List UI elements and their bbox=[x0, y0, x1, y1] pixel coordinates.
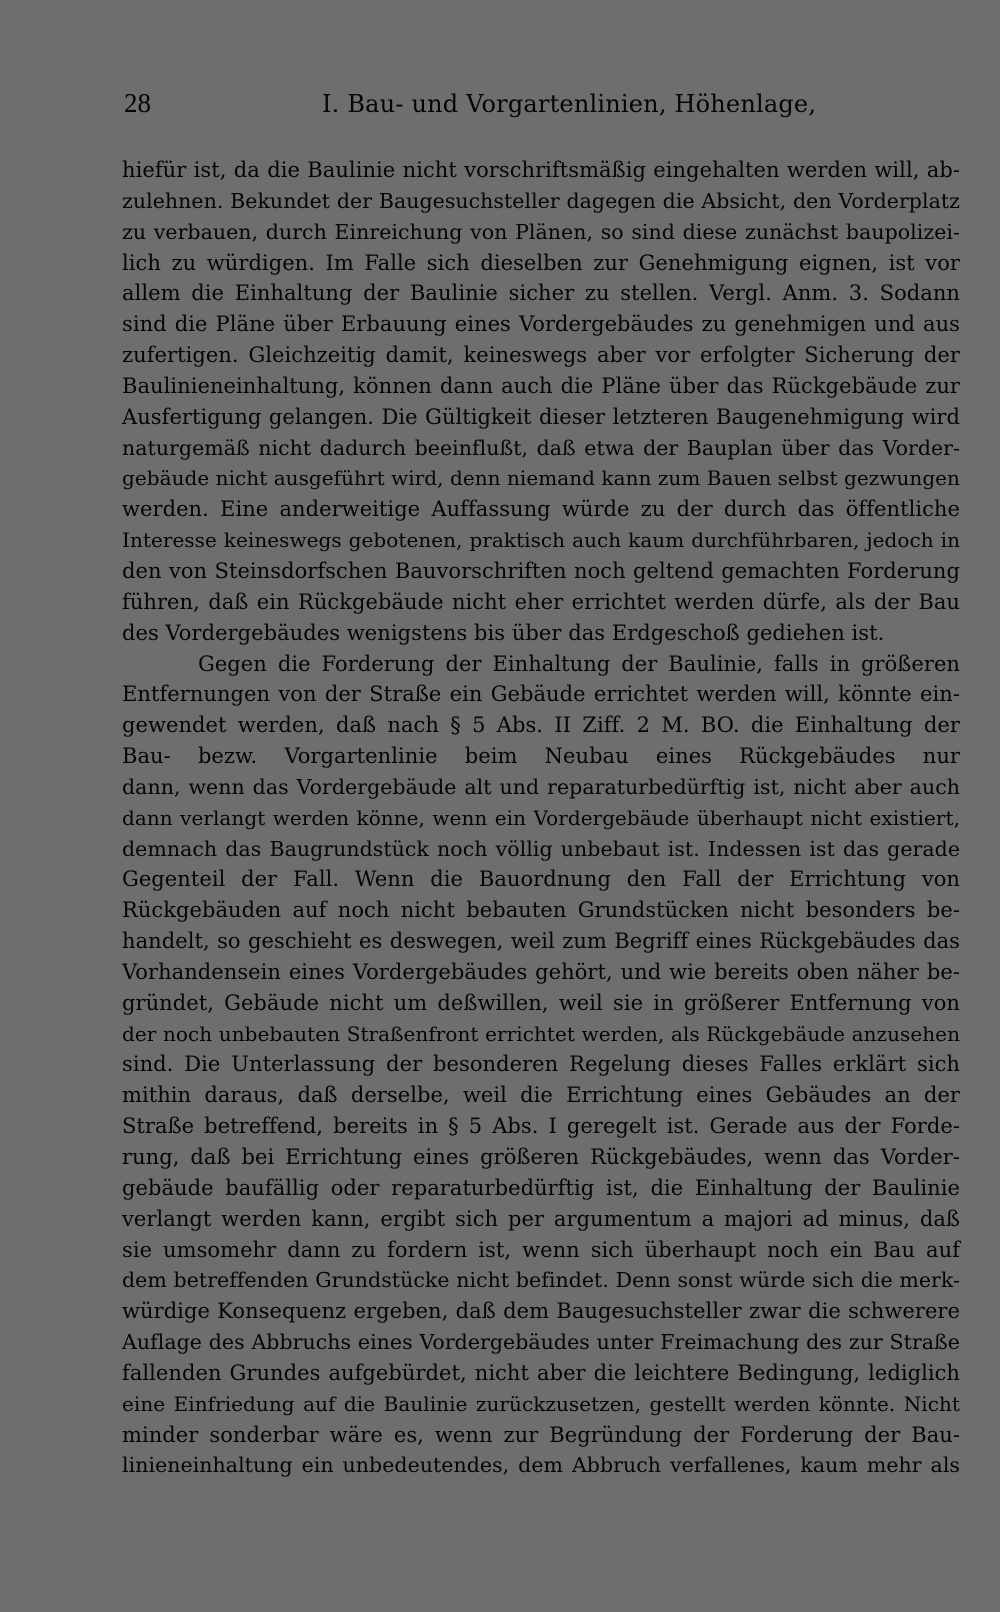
text-line: würdige Konsequenz ergeben, daß dem Baugesuchsteller zwar die schwerere bbox=[122, 1299, 960, 1324]
text-line: Straße betreffend, bereits in § 5 Abs. I geregelt ist. Gerade aus der Forde- bbox=[122, 1114, 960, 1139]
text-line: sind. Die Unterlassung der besonderen Regelung dieses Falles erklärt sich bbox=[122, 1052, 960, 1077]
text-line: minder sonderbar wäre es, wenn zur Begründung der Forderung der Bau- bbox=[122, 1422, 960, 1447]
text-line: gewendet werden, daß nach § 5 Abs. II Ziff. 2 M. BO. die Einhaltung der bbox=[122, 713, 960, 738]
text-line: mithin daraus, daß derselbe, weil die Errichtung eines Gebäudes an der bbox=[122, 1083, 960, 1108]
text-line: handelt, so geschieht es deswegen, weil zum Begriff eines Rückgebäudes das bbox=[122, 929, 960, 954]
text-line: Gegenteil der Fall. Wenn die Bauordnung den Fall der Errichtung von bbox=[122, 867, 960, 892]
text-line: dann verlangt werden könne, wenn ein Vordergebäude überhaupt nicht existiert, bbox=[122, 805, 960, 830]
page-number: 28 bbox=[124, 88, 151, 118]
text-line: linieneinhaltung ein unbedeutendes, dem Abbruch verfallenes, kaum mehr als bbox=[122, 1453, 960, 1478]
text-line: Entfernungen von der Straße ein Gebäude errichtet werden will, könnte ein- bbox=[122, 682, 960, 707]
text-line: den von Steinsdorfschen Bauvorschriften noch geltend gemachten Forderung bbox=[122, 558, 960, 583]
text-line: Auflage des Abbruchs eines Vordergebäudes unter Freimachung des zur Straße bbox=[122, 1330, 960, 1355]
text-line: dann, wenn das Vordergebäude alt und reparaturbedürftig ist, nicht aber auch bbox=[122, 774, 960, 799]
text-line: gründet, Gebäude nicht um deßwillen, weil sie in größerer Entfernung von bbox=[122, 990, 960, 1015]
text-line: Vorhandensein eines Vordergebäudes gehört, und wie bereits oben näher be- bbox=[122, 959, 960, 984]
text-line: zulehnen. Bekundet der Baugesuchsteller dagegen die Absicht, den Vorderplatz bbox=[122, 188, 960, 213]
text-line: gebäude nicht ausgeführt wird, denn niemand kann zum Bauen selbst gezwungen bbox=[122, 466, 960, 491]
text-line: zufertigen. Gleichzeitig damit, keineswegs aber vor erfolgter Sicherung der bbox=[122, 343, 960, 368]
body-text bbox=[122, 155, 960, 1481]
text-line: lich zu würdigen. Im Falle sich dieselben zur Genehmigung eignen, ist vor bbox=[122, 250, 960, 275]
text-line: Bau- bezw. Vorgartenlinie beim Neubau eines Rückgebäudes nur bbox=[122, 744, 960, 769]
text-line: dem betreffenden Grundstücke nicht befindet. Denn sonst würde sich die merk- bbox=[122, 1268, 960, 1293]
text-line: Interesse keineswegs gebotenen, praktisch auch kaum durchführbaren, jedoch in bbox=[122, 528, 960, 553]
text-line: führen, daß ein Rückgebäude nicht eher errichtet werden dürfe, als der Bau bbox=[122, 589, 960, 614]
text-line: zu verbauen, durch Einreichung von Plänen, so sind diese zunächst baupolizei- bbox=[122, 219, 960, 244]
text-line: demnach das Baugrundstück noch völlig unbebaut ist. Indessen ist das gerade bbox=[122, 836, 960, 861]
text-line: des Vordergebäudes wenigstens bis über das Erdgeschoß gediehen ist. bbox=[122, 620, 885, 645]
text-line: hiefür ist, da die Baulinie nicht vorschriftsmäßig eingehalten werden will, ab- bbox=[122, 158, 960, 182]
running-title: I. Bau- und Vorgartenlinien, Höhenlage, bbox=[322, 90, 817, 118]
text-line: Ausfertigung gelangen. Die Gültigkeit dieser letzteren Baugenehmigung wird bbox=[122, 404, 960, 429]
text-line: sie umsomehr dann zu fordern ist, wenn sich überhaupt noch ein Bau auf bbox=[122, 1237, 960, 1262]
text-line: gebäude baufällig oder reparaturbedürftig ist, die Einhaltung der Baulinie bbox=[122, 1175, 960, 1200]
text-line: eine Einfriedung auf die Baulinie zurückzusetzen, gestellt werden könnte. Nicht bbox=[122, 1391, 960, 1416]
text-line: Rückgebäuden auf noch nicht bebauten Grundstücken nicht besonders be- bbox=[122, 898, 960, 923]
text-line: sind die Pläne über Erbauung eines Vordergebäudes zu genehmigen und aus bbox=[122, 312, 960, 337]
text-line: Baulinieneinhaltung, können dann auch die Pläne über das Rückgebäude zur bbox=[122, 373, 960, 398]
text-line: naturgemäß nicht dadurch beeinflußt, daß etwa der Bauplan über das Vorder- bbox=[122, 435, 960, 460]
page-header bbox=[124, 88, 960, 128]
text-line: werden. Eine anderweitige Auffassung würde zu der durch das öffentliche bbox=[122, 497, 960, 522]
paragraph-start-line: Gegen die Forderung der Einhaltung der Baulinie, falls in größeren bbox=[198, 651, 960, 676]
text-line: allem die Einhaltung der Baulinie sicher zu stellen. Vergl. Anm. 3. Sodann bbox=[122, 281, 960, 306]
text-line: der noch unbebauten Straßenfront errichtet werden, als Rückgebäude anzusehen bbox=[122, 1021, 960, 1046]
text-line: verlangt werden kann, ergibt sich per argumentum a majori ad minus, daß bbox=[122, 1206, 960, 1231]
text-line: fallenden Grundes aufgebürdet, nicht aber die leichtere Bedingung, lediglich bbox=[122, 1360, 960, 1385]
text-line: rung, daß bei Errichtung eines größeren Rückgebäudes, wenn das Vorder- bbox=[122, 1145, 960, 1169]
